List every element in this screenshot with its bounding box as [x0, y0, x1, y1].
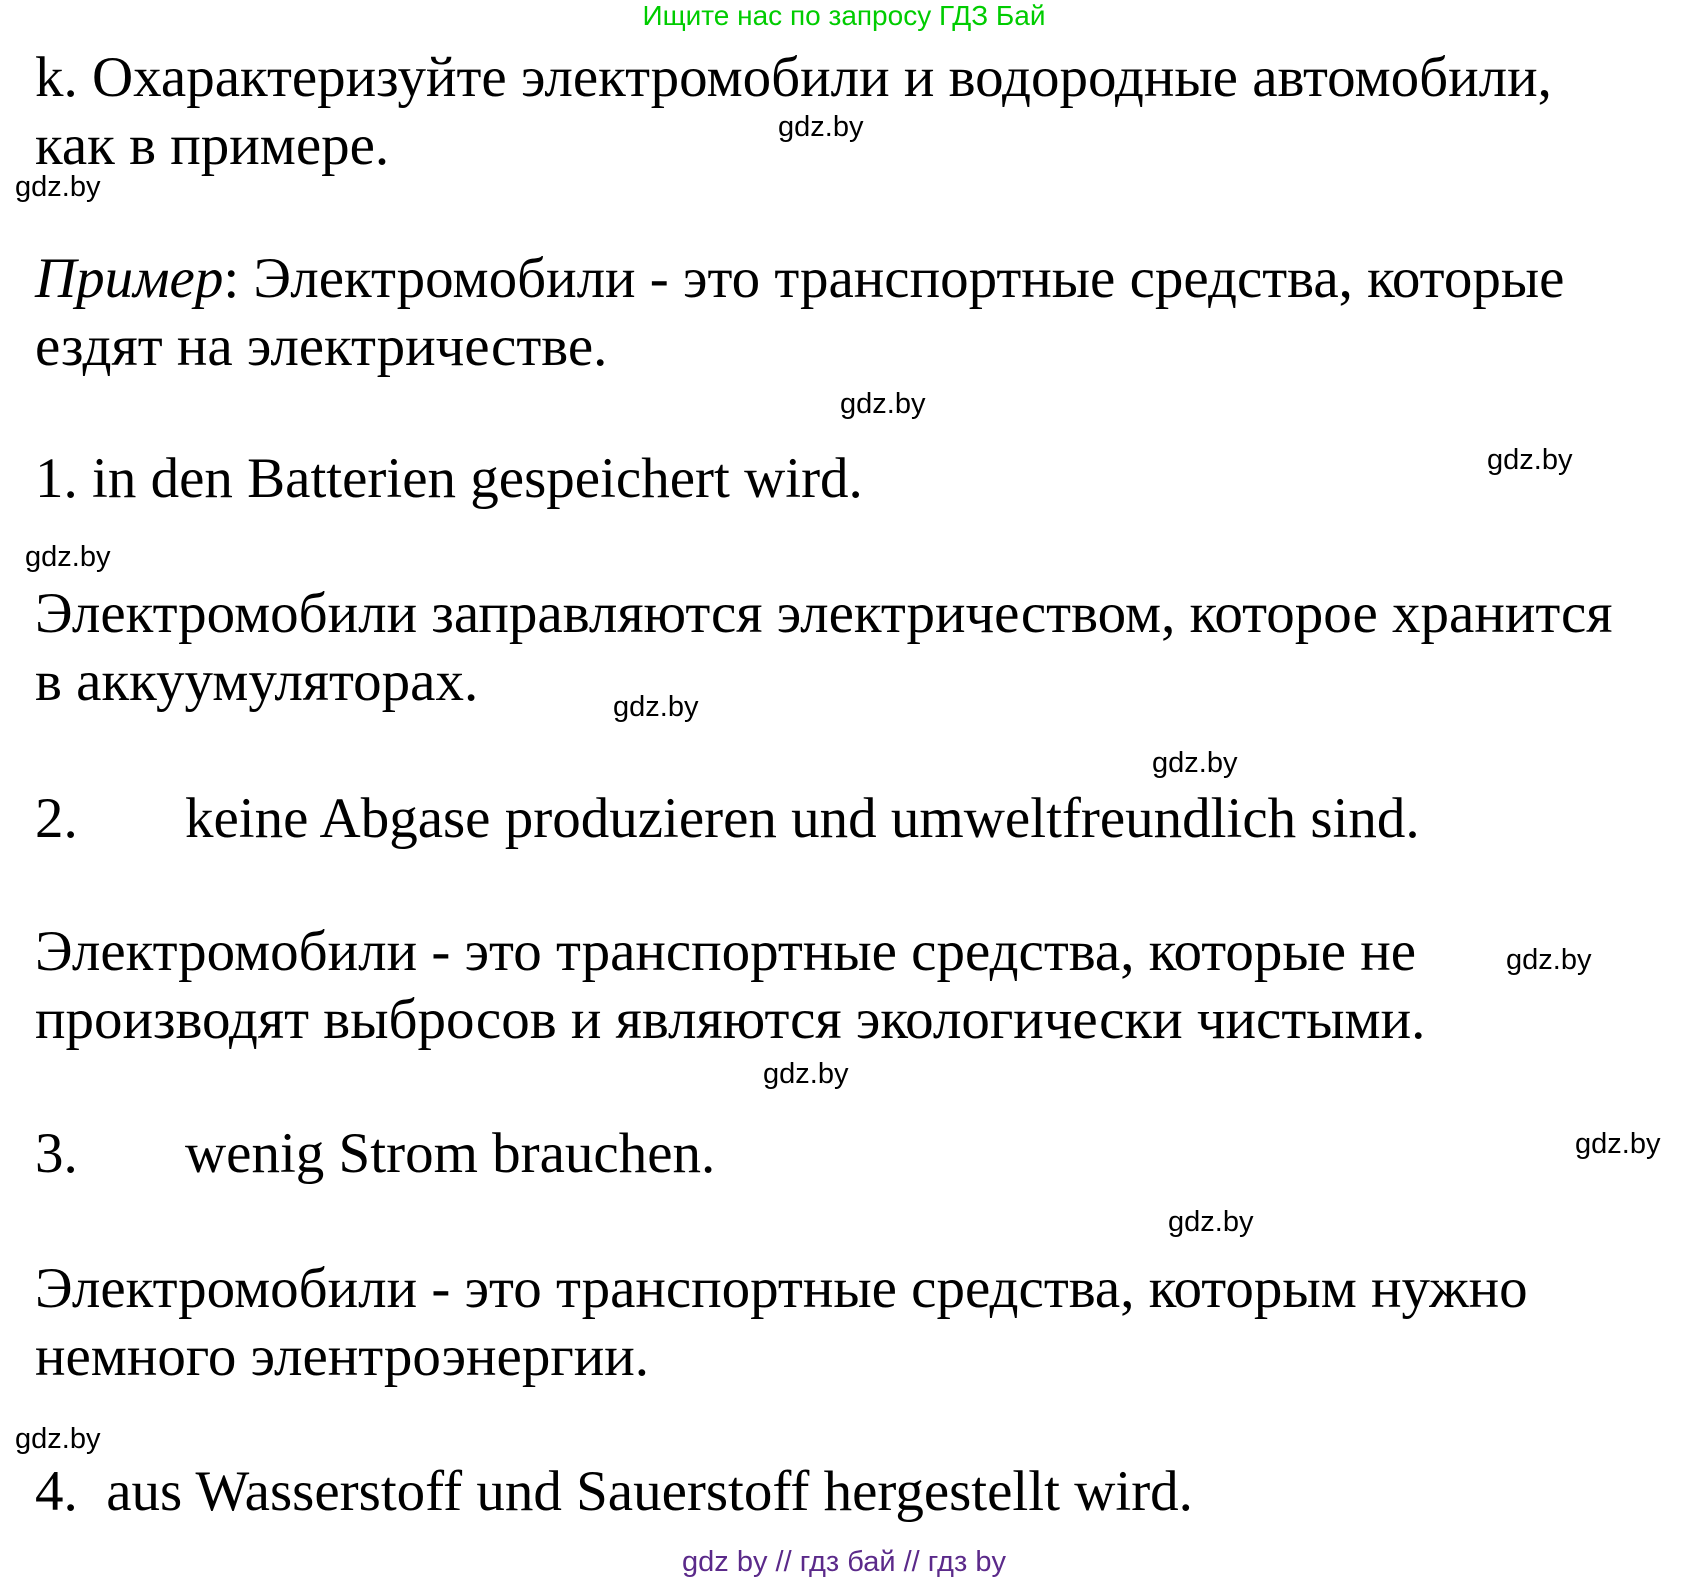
example-line-1	[35, 245, 1564, 313]
item-3-german-text: wenig Strom brauchen.	[185, 1122, 716, 1185]
item-3-answer-line-1: Электромобили - это транспортные средства, которым нужно	[35, 1257, 1528, 1320]
item-1-answer-line-1: Электромобили заправляются электричеством, которое хранится	[35, 582, 1613, 645]
item-3-answer-line-2: немного элентроэнергии.	[35, 1325, 649, 1388]
item-3-german	[35, 1120, 715, 1188]
watermark: gdz.by	[1487, 444, 1573, 476]
watermark: gdz.by	[1575, 1128, 1661, 1160]
item-1-german	[35, 445, 863, 513]
watermark: gdz.by	[15, 1423, 101, 1455]
watermark: gdz.by	[15, 171, 101, 203]
watermark: gdz.by	[25, 541, 111, 573]
item-4-german	[35, 1458, 1193, 1526]
item-2-number: 2.	[35, 787, 78, 850]
top-banner: Ищите нас по запросу ГДЗ Бай	[642, 0, 1046, 31]
item-2-answer-line-1: Электромобили - это транспортные средства, которые не	[35, 920, 1417, 983]
item-4-german-text: aus Wasserstoff und Sauerstoff hergestellt wird.	[106, 1460, 1193, 1523]
item-1-number: 1.	[35, 447, 78, 510]
bottom-banner: gdz by // гдз бай // гдз by	[682, 1546, 1006, 1578]
task-line-2: как в примере.	[35, 114, 390, 177]
example-text: : Электромобили - это транспортные средства, которые	[223, 247, 1565, 310]
task-line-1: k. Охарактеризуйте электромобили и водородные автомобили,	[35, 46, 1552, 109]
item-4-number: 4.	[35, 1460, 78, 1523]
item-2-answer-line-2: производят выбросов и являются экологически чистыми.	[35, 988, 1426, 1051]
item-2-german-text: keine Abgase produzieren und umweltfreundlich sind.	[185, 787, 1420, 850]
watermark: gdz.by	[1506, 944, 1592, 976]
item-1-german-text: in den Batterien gespeichert wird.	[92, 447, 863, 510]
watermark: gdz.by	[1152, 747, 1238, 779]
watermark: gdz.by	[778, 111, 864, 143]
example-line-2: ездят на электричестве.	[35, 315, 608, 378]
item-2-german	[35, 785, 1420, 853]
item-1-answer-line-2: в аккуумуляторах.	[35, 650, 479, 713]
watermark: gdz.by	[840, 388, 926, 420]
watermark: gdz.by	[613, 691, 699, 723]
item-3-number: 3.	[35, 1122, 78, 1185]
watermark: gdz.by	[763, 1058, 849, 1090]
watermark: gdz.by	[1168, 1206, 1254, 1238]
example-label: Пример	[35, 247, 224, 310]
